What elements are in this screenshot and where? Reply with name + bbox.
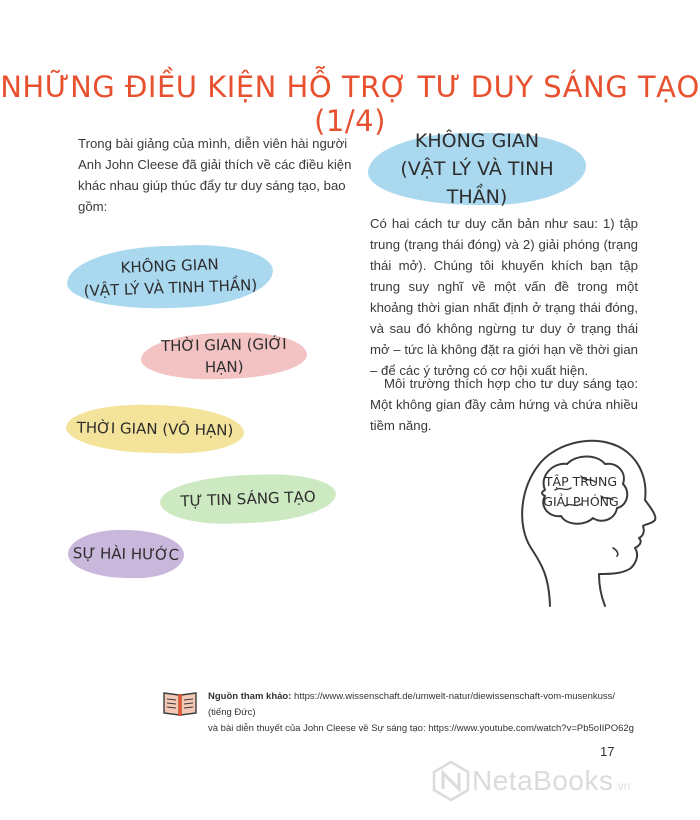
head-profile-illustration <box>505 428 665 613</box>
section-paragraph-2: Môi trường thích hợp cho tư duy sáng tạo: Một không gian đầy cảm hứng và chứa nhiều tiềm năng. <box>370 376 638 433</box>
condition-time-limited-blob <box>141 332 308 381</box>
watermark-text: NetaBooks <box>472 765 614 796</box>
condition-confidence-label: TỰ TIN SÁNG TẠO <box>180 487 316 511</box>
condition-time-unlimited-label: THỜI GIAN (VÔ HẠN) <box>76 418 234 440</box>
head-label-release: GIẢI PHÓNG <box>543 494 619 509</box>
condition-space-blob <box>66 242 274 311</box>
reference-text <box>208 689 638 737</box>
watermark <box>430 760 630 802</box>
section-heading-line2: (VẬT LÝ VÀ TINH THẦN) <box>400 158 554 208</box>
section-heading-blob <box>368 130 586 208</box>
head-labels <box>538 472 624 512</box>
condition-confidence-blob <box>159 472 337 526</box>
section-paragraph-1: Có hai cách tư duy căn bản như sau: 1) tập trung (trạng thái đóng) và 2) giải phóng (trạng thái mở). Chúng tôi khuyến khích bạn tập trung suy nghĩ về một vấn đề trong một khoảng thời gian nhất định ở trạng thái đóng, và sau đó không ngừng tư duy ở trạng thái mở – tức là không đặt ra giới hạn về thời gian – để các ý tưởng có cơ hội xuất hiện. <box>370 216 638 378</box>
condition-humor-blob <box>68 529 185 579</box>
condition-humor-label: SỰ HÀI HƯỚC <box>72 544 180 564</box>
condition-time-unlimited-blob <box>66 403 245 454</box>
condition-space-line1: KHÔNG GIAN <box>120 255 219 277</box>
section-heading-line1: KHÔNG GIAN <box>414 130 540 152</box>
page-number: 17 <box>600 744 615 759</box>
intro-paragraph: Trong bài giảng của mình, diễn viên hài người Anh John Cleese đã giải thích về các điều kiện khác nhau giúp thúc đẩy tư duy sáng tạo, bao gồm: <box>78 136 352 214</box>
head-label-focus: TẬP TRUNG <box>544 474 618 489</box>
reference-link-2[interactable]: và bài diễn thuyết của John Cleese về Sự sáng tạo: https://www.youtube.com/watch?v=Pb5oIIPO62g <box>208 723 634 734</box>
reference-label: Nguồn tham khảo: <box>208 691 292 702</box>
open-book-icon <box>162 689 198 717</box>
page-title: NHỮNG ĐIỀU KIỆN HỖ TRỢ TƯ DUY SÁNG TẠO (1/4) <box>0 70 700 138</box>
netabooks-logo-icon <box>430 760 472 802</box>
condition-space-line2: (VẬT LÝ VÀ TINH THẦN) <box>83 275 258 301</box>
reference-link-1[interactable]: https://www.wissenschaft.de/umwelt-natur/diewissenschaft-vom-musenkuss/ (tiếng Đức) <box>208 691 616 718</box>
watermark-suffix: .vn <box>614 779 631 793</box>
condition-time-limited-label: THỜI GIAN (GIỚI HẠN) <box>160 334 287 377</box>
